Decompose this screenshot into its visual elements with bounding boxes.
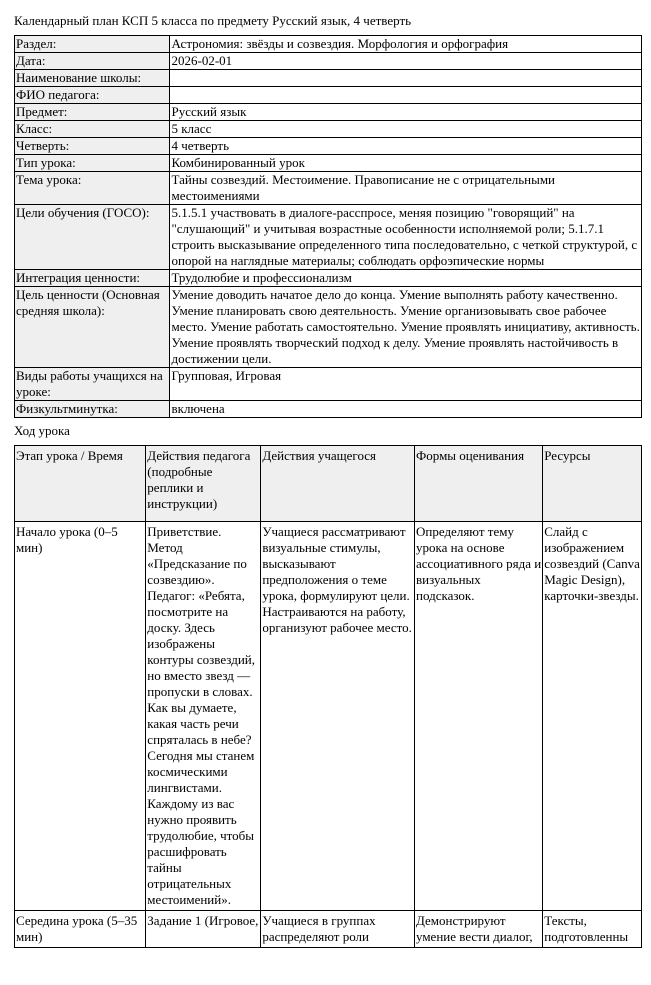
info-value (170, 87, 642, 104)
info-row (15, 401, 642, 418)
info-row (15, 70, 642, 87)
info-table (14, 35, 642, 418)
info-label: Дата: (15, 53, 170, 70)
info-row (15, 172, 642, 205)
info-label: Цель ценности (Основная средняя школа): (15, 287, 170, 368)
info-label: Наименование школы: (15, 70, 170, 87)
info-label: ФИО педагога: (15, 87, 170, 104)
info-label: Четверть: (15, 138, 170, 155)
info-value: Русский язык (170, 104, 642, 121)
info-row (15, 270, 642, 287)
info-row (15, 36, 642, 53)
info-value: 5 класс (170, 121, 642, 138)
info-label: Предмет: (15, 104, 170, 121)
cell-stage: Начало урока (0–5 мин) (15, 522, 146, 911)
info-row (15, 287, 642, 368)
cell-resources: Слайд с изображением созвездий (Canva Magic Design), карточки-звезды. (543, 522, 642, 911)
info-label: Физкультминутка: (15, 401, 170, 418)
info-row (15, 155, 642, 172)
lesson-section-title: Ход урока (14, 423, 70, 438)
info-label: Класс: (15, 121, 170, 138)
info-label: Тема урока: (15, 172, 170, 205)
info-value: Тайны созвездий. Местоимение. Правописание не с отрицательными местоимениями (170, 172, 642, 205)
info-row (15, 121, 642, 138)
info-label: Интеграция ценности: (15, 270, 170, 287)
info-value: Трудолюбие и профессионализм (170, 270, 642, 287)
cell-teacher-actions: Приветствие. Метод «Предсказание по созвездию». Педагог: «Ребята, посмотрите на доску. Здесь изображены контуры созвездий, но вместо звезд — пропуски в словах. Как вы думаете, какая часть речи спряталась в небе? Сегодня мы станем космическими лингвистами. Каждому из вас нужно проявить трудолюбие, чтобы расшифровать тайны отрицательных местоимений». (146, 522, 261, 911)
info-value: Групповая, Игровая (170, 368, 642, 401)
info-row (15, 368, 642, 401)
info-label: Цели обучения (ГОСО): (15, 205, 170, 270)
cell-student-actions: Учащиеся в группах распределяют роли (261, 911, 415, 948)
info-row (15, 138, 642, 155)
header-assessment: Формы оценивания (415, 446, 543, 522)
lesson-row (15, 522, 642, 911)
info-value: Астрономия: звёзды и созвездия. Морфология и орфография (170, 36, 642, 53)
info-value: Умение доводить начатое дело до конца. Умение выполнять работу качественно. Умение планировать свою деятельность. Умение организовывать свое рабочее место. Умение работать самостоятельно. Умение проявлять инициативу, активность. Умение проявлять творческий подход к делу. Умение проявлять настойчивость в достижении цели. (171, 287, 640, 366)
lesson-table-body (15, 522, 642, 948)
info-value: включена (170, 401, 642, 418)
info-label: Тип урока: (15, 155, 170, 172)
lesson-table-header-row (15, 446, 642, 522)
info-row (15, 104, 642, 121)
lesson-row (15, 911, 642, 948)
info-value (170, 70, 642, 87)
info-value: 2026-02-01 (170, 53, 642, 70)
cell-student-actions: Учащиеся рассматривают визуальные стимулы, высказывают предположения о теме урока, формулируют цели. Настраиваются на работу, организуют рабочее место. (261, 522, 415, 911)
info-row (15, 87, 642, 104)
cell-stage: Середина урока (5–35 мин) (15, 911, 146, 948)
cell-assessment: Демонстрируют умение вести диалог, (415, 911, 543, 948)
lesson-table (14, 445, 642, 948)
info-label: Раздел: (15, 36, 170, 53)
cell-resources: Тексты, подготовленны (543, 911, 642, 948)
info-row (15, 205, 642, 270)
header-stage: Этап урока / Время (15, 446, 146, 522)
info-value: 5.1.5.1 участвовать в диалоге-расспросе, меняя позицию "говорящий" на "слушающий" и учитывая возрастные особенности исполняемой роли; 5.1.7.1 строить высказывание определенного типа последовательно, с четкой структурой, с опорой на наглядные материалы; соблюдать орфоэпические нормы (170, 205, 642, 270)
info-table-body (15, 36, 642, 418)
header-teacher-actions: Действия педагога (подробные реплики и инструкции) (146, 446, 261, 522)
cell-assessment: Определяют тему урока на основе ассоциативного ряда и визуальных подсказок. (415, 522, 543, 911)
info-row (15, 53, 642, 70)
info-value: Комбинированный урок (170, 155, 642, 172)
info-value: 4 четверть (170, 138, 642, 155)
cell-teacher-actions: Задание 1 (Игровое, (146, 911, 261, 948)
info-label: Виды работы учащихся на уроке: (15, 368, 170, 401)
header-student-actions: Действия учащегося (261, 446, 415, 522)
document-title: Календарный план КСП 5 класса по предмету Русский язык, 4 четверть (14, 13, 412, 28)
header-resources: Ресурсы (543, 446, 642, 522)
